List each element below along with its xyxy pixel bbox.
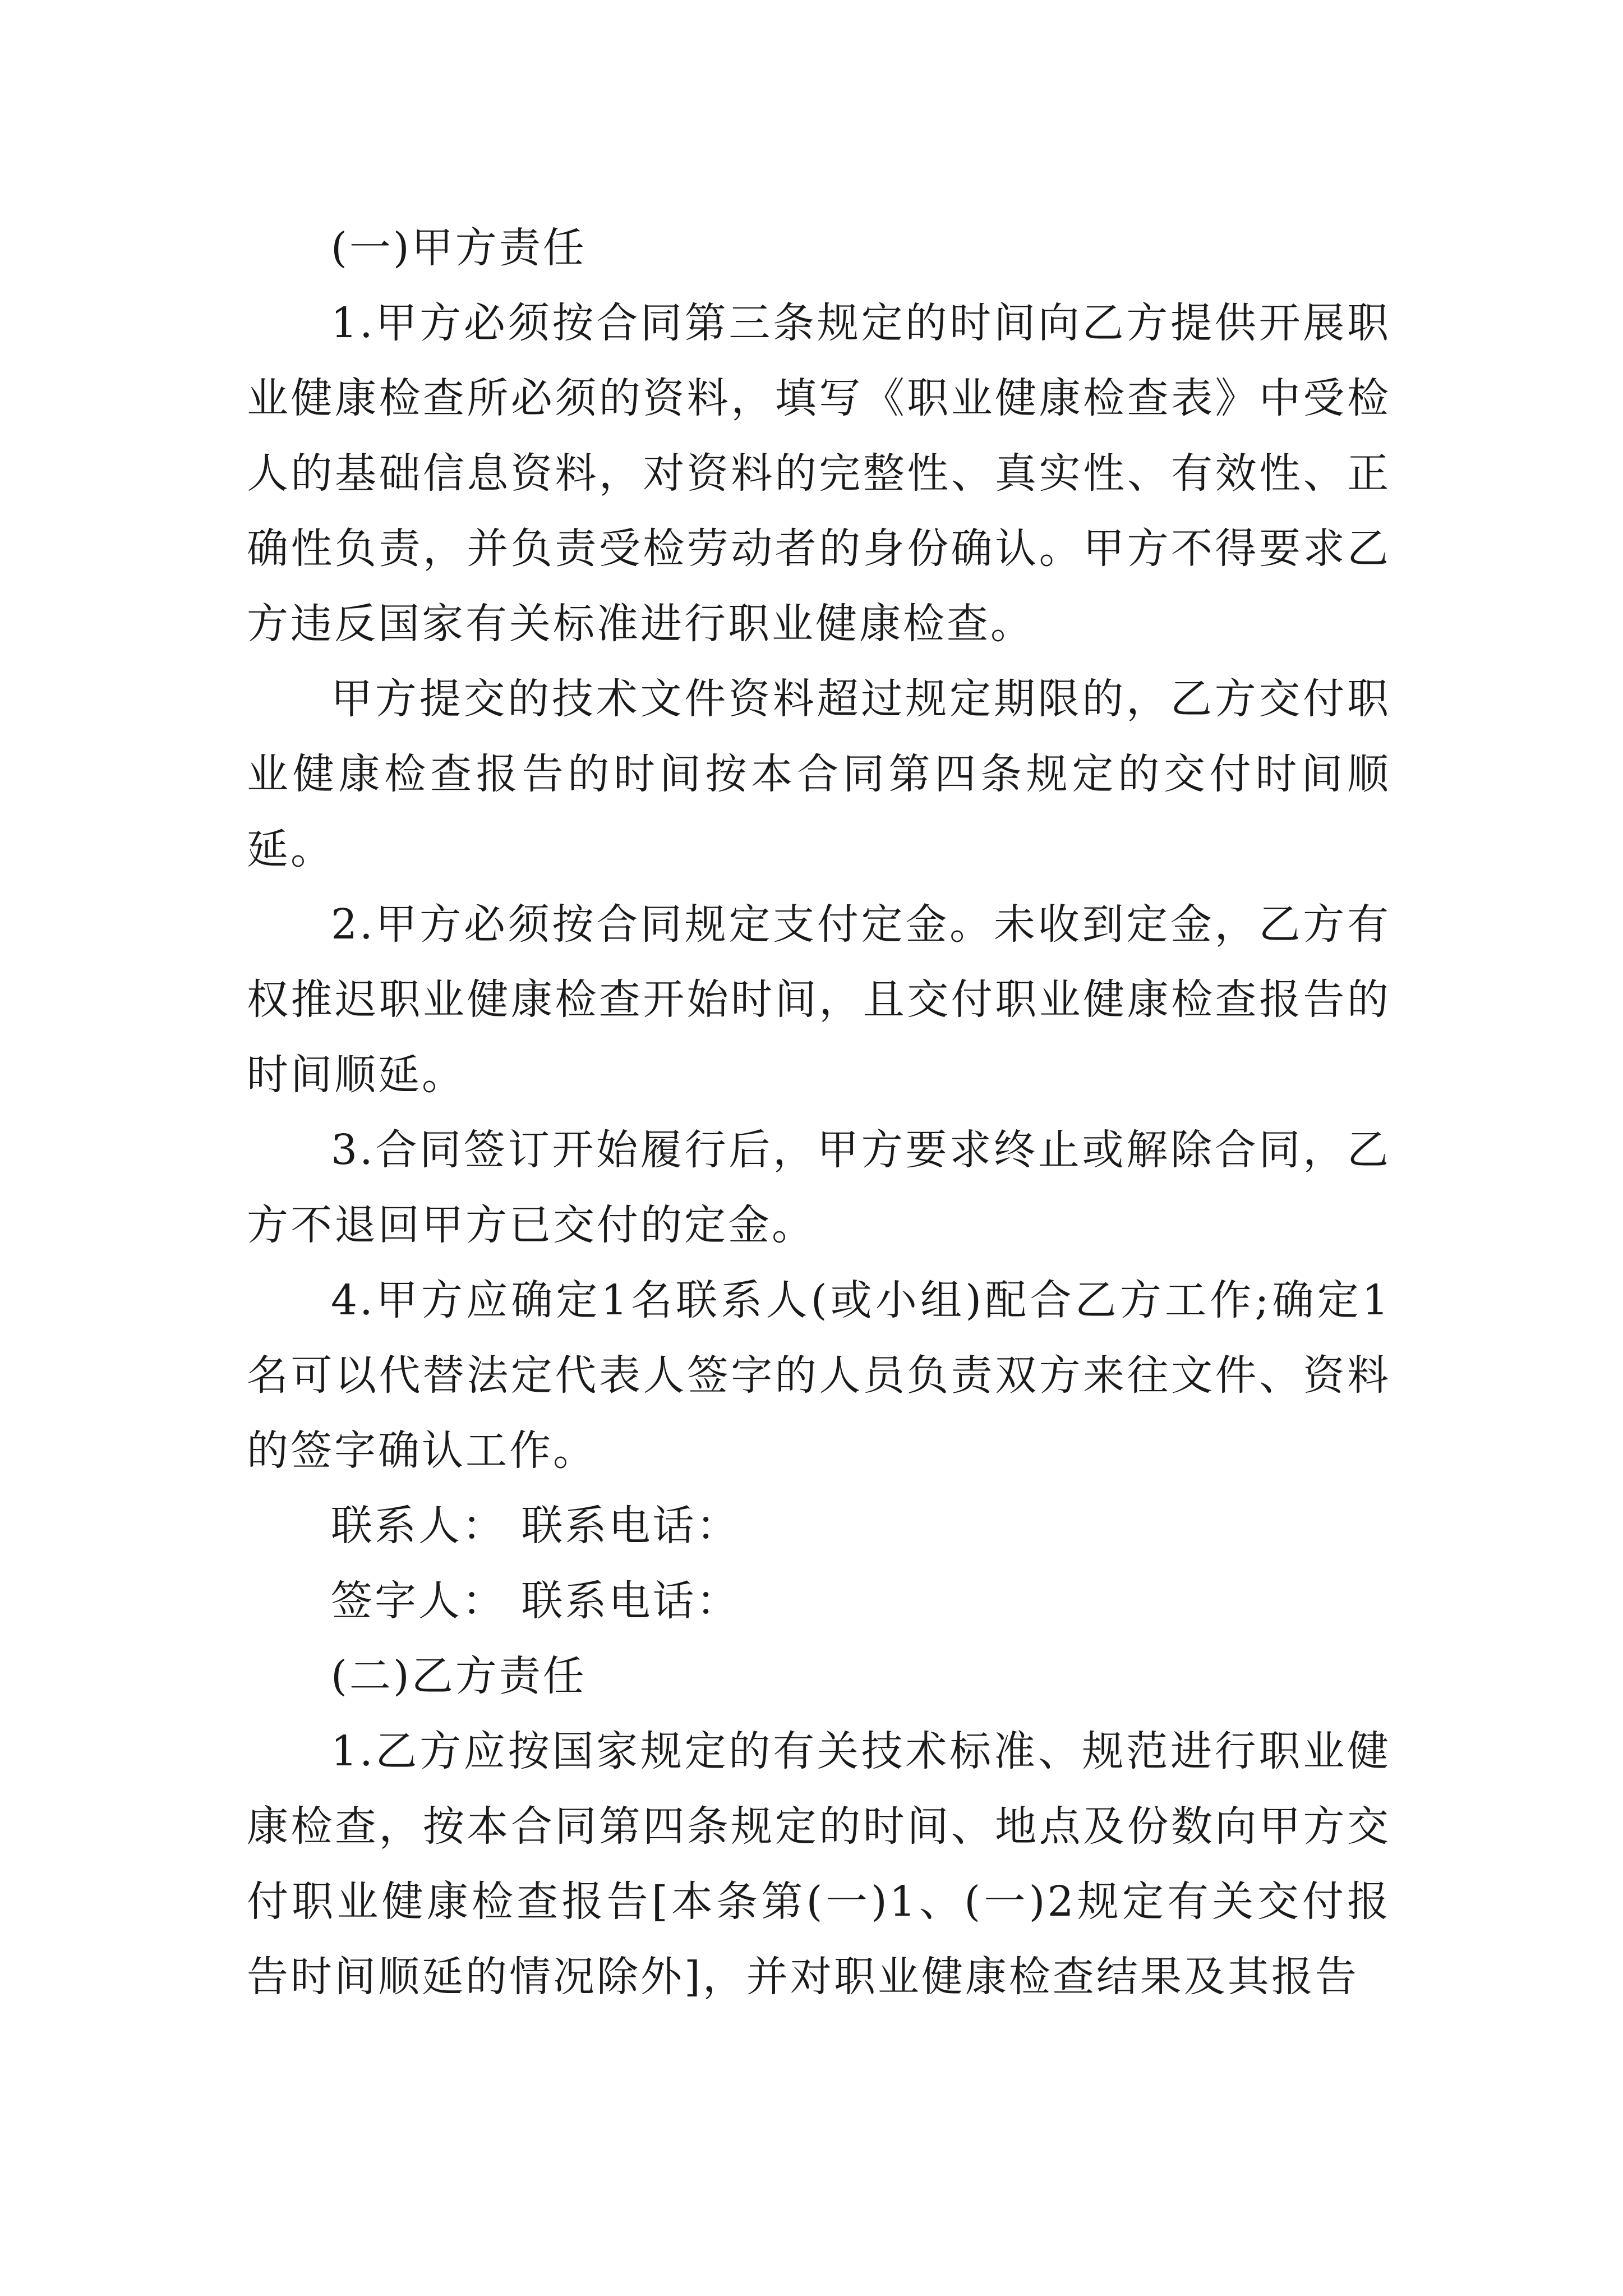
clause-a-3: 3.合同签订开始履行后，甲方要求终止或解除合同，乙方不退回甲方已交付的定金。 xyxy=(247,1126,1391,1249)
clause-a-4: 4.甲方应确定1名联系人(或小组)配合乙方工作;确定1名可以代替法定代表人签字的人员负责双方来往文件、资料的签字确认工作。 xyxy=(247,1276,1391,1475)
clause-b-1: 1.乙方应按国家规定的有关技术标准、规范进行职业健康检查，按本合同第四条规定的时间、地点及份数向甲方交付职业健康检查报告[本条第(一)1、(一)2规定有关交付报告时间顺延的情况除外]，并对职业健康检查结果及其报告 xyxy=(247,1727,1391,2001)
heading-party-a-responsibility: (一)甲方责任 xyxy=(331,224,587,272)
contact-person-line: 联系人： 联系电话： xyxy=(331,1502,740,1550)
document-page xyxy=(247,210,1391,2014)
clause-a-2: 2.甲方必须按合同规定支付定金。未收到定金，乙方有权推迟职业健康检查开始时间，且交付职业健康检查报告的时间顺延。 xyxy=(247,900,1391,1099)
clause-a-1: 1.甲方必须按合同第三条规定的时间向乙方提供开展职业健康检查所必须的资料，填写《职业健康检查表》中受检人的基础信息资料，对资料的完整性、真实性、有效性、正确性负责，并负责受检劳动者的身份确认。甲方不得要求乙方违反国家有关标准进行职业健康检查。 xyxy=(247,299,1391,648)
clause-a-1-note: 甲方提交的技术文件资料超过规定期限的，乙方交付职业健康检查报告的时间按本合同第四条规定的交付时间顺延。 xyxy=(247,675,1391,873)
signatory-line: 签字人： 联系电话： xyxy=(331,1577,740,1625)
heading-party-b-responsibility: (二)乙方责任 xyxy=(331,1652,587,1700)
